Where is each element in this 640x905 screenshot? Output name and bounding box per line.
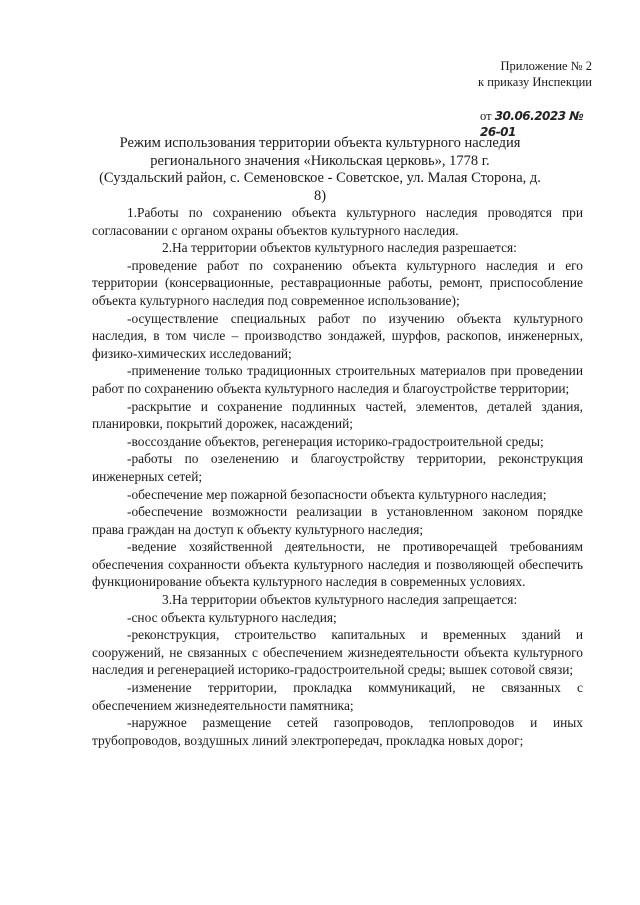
title-line-3: (Суздальский район, с. Семеновское - Советское, ул. Малая Сторона, д. 8) [99, 170, 541, 204]
paragraph-2-number: 2. [162, 240, 173, 256]
forbidden-item: -снос объекта культурного наследия; [127, 609, 337, 625]
allowed-item: -воссоздание объектов, регенерация историко-градостроительной среды; [127, 433, 544, 449]
allowed-item: -обеспечение мер пожарной безопасности объекта культурного наследия; [127, 486, 547, 502]
title-line-1: Режим использования территории объекта культурного наследия [119, 135, 521, 151]
allowed-item: -проведение работ по сохранению объекта культурного наследия и его территории (консервационные, реставрационные работы, ремонт, приспособление объекта культурного наследия под современное использование); [92, 257, 583, 308]
from-prefix: от [480, 109, 492, 123]
allowed-item: -обеспечение возможности реализации в установленном законом порядке права граждан на доступ к объекту культурного наследия; [92, 504, 583, 537]
paragraph-2-heading [92, 239, 583, 257]
appendix-number: Приложение № 2 [500, 59, 592, 73]
allowed-item: -работы по озеленению и благоустройству территории, реконструкция инженерных сетей; [92, 451, 583, 484]
order-reference: к приказу Инспекции [478, 75, 592, 89]
forbidden-item: -изменение территории, прокладка коммуникаций, не связанных с обеспечением жизнедеятельности памятника; [92, 680, 583, 713]
appendix-header [392, 58, 592, 140]
paragraph-1: 1.Работы по сохранению объекта культурного наследия проводятся при согласовании с органом охраны объектов культурного наследия. [92, 205, 583, 238]
handwritten-date-number: 30.06.2023 № 26-01 [480, 109, 584, 139]
paragraph-2-text: На территории объектов культурного наследия разрешается: [172, 240, 517, 256]
forbidden-item: -реконструкция, строительство капитальных и временных зданий и сооружений, не связанных с обеспечением жизнедеятельности объекта культурного наследия и регенерацией историко-градостроительной среды; вышек сотовой связи; [92, 627, 583, 678]
paragraph-3-text: На территории объектов культурного наследия запрещается: [172, 592, 518, 608]
allowed-item: -осуществление специальных работ по изучению объекта культурного наследия, в том числе – производство зондажей, шурфов, раскопов, инженерных, физико-химических исследований; [92, 310, 583, 361]
document-title [95, 135, 545, 205]
title-line-2: регионального значения «Никольская церковь», 1778 г. [150, 152, 490, 169]
allowed-item: -ведение хозяйственной деятельности, не противоречащей требованиям обеспечения сохранности объекта культурного наследия и позволяющей обеспечить функционирование объекта культурного наследия в современных условиях. [92, 539, 583, 590]
forbidden-item: -наружное размещение сетей газопроводов, теплопроводов и иных трубопроводов, воздушных линий электропередач, прокладка новых дорог; [92, 715, 583, 748]
allowed-item: -раскрытие и сохранение подлинных частей, элементов, деталей здания, планировки, покрытий дорожек, насаждений; [92, 398, 583, 432]
document-body [92, 204, 583, 749]
allowed-item: -применение только традиционных строительных материалов при проведении работ по сохранению объекта культурного наследия и благоустройстве территории; [92, 363, 583, 396]
paragraph-3-heading [92, 591, 583, 609]
paragraph-3-number: 3. [162, 592, 173, 608]
